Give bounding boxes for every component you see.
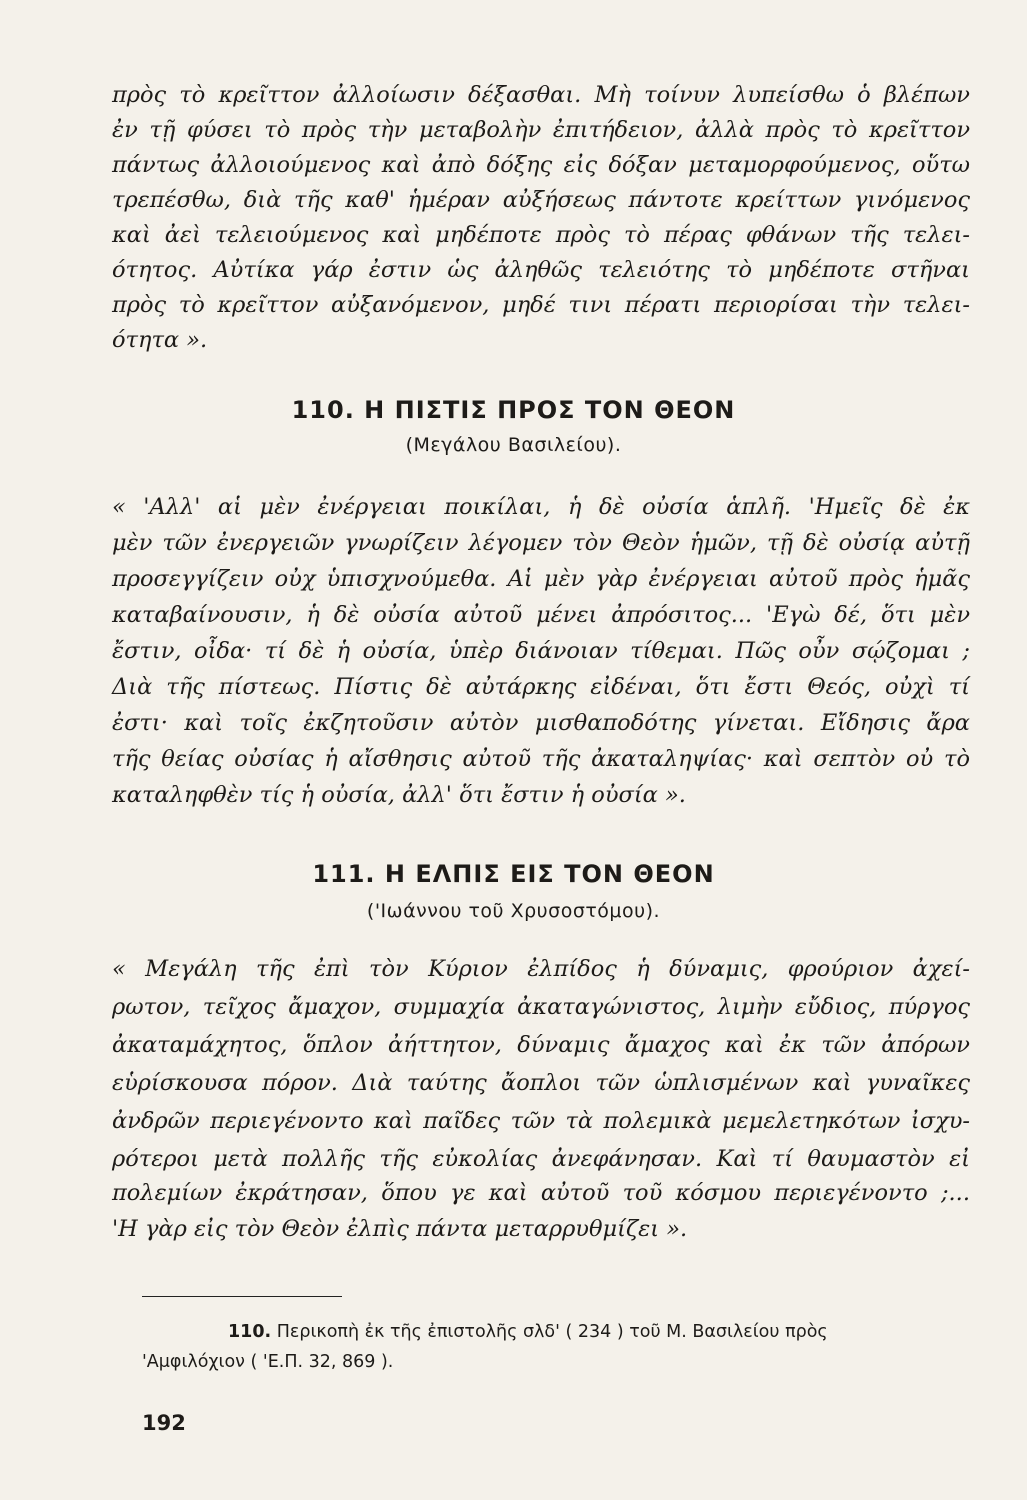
text-line: « Μεγάλη τῆς ἐπὶ τὸν Κύριον ἐλπίδος ἡ δύναμις, φρούριον ἀχεί- [112, 956, 970, 982]
section-111-source: ('Ιωάννου τοῦ Χρυσοστόμου). [366, 900, 661, 922]
footnote-rule [142, 1296, 342, 1297]
footnote-text: Περικοπὴ ἐκ τῆς ἐπιστολῆς σλδ' ( 234 ) τοῦ Μ. Βασιλείου πρὸς [276, 1322, 828, 1342]
footnote-line-1 [228, 1318, 968, 1346]
text-line: καταληφθὲν τίς ἡ οὐσία, ἀλλ' ὅτι ἔστιν ἡ οὐσία ». [112, 782, 686, 808]
footnote-number: 110. [228, 1322, 272, 1342]
text-line: ρότεροι μετὰ πολλῆς τῆς εὐκολίας ἀνεφάνησαν. Καὶ τί θαυμαστὸν εἰ [112, 1146, 970, 1172]
text-line: ότητα ». [112, 327, 208, 353]
text-line: ότητος. Αὐτίκα γάρ ἐστιν ὡς ἀληθῶς τελειότης τὸ μηδέποτε στῆναι [112, 257, 970, 283]
section-110-title: 110. Η ΠΙΣΤΙΣ ΠΡΟΣ ΤΟΝ ΘΕΟΝ [291, 396, 736, 424]
page-number: 192 [142, 1411, 186, 1435]
text-line: μὲν τῶν ἐνεργειῶν γνωρίζειν λέγομεν τὸν Θεὸν ἡμῶν, τῇ δὲ οὐσίᾳ αὐτῇ [112, 530, 970, 556]
text-line: ἀκαταμάχητος, ὅπλον ἀήττητον, δύναμις ἄμαχος καὶ ἐκ τῶν ἀπόρων [112, 1032, 970, 1058]
section-110-source: (Μεγάλου Βασιλείου). [405, 434, 622, 456]
text-line: Διὰ τῆς πίστεως. Πίστις δὲ αὐτάρκης εἰδέναι, ὅτι ἔστι Θεός, οὐχὶ τί [112, 674, 970, 700]
text-line: εὑρίσκουσα πόρον. Διὰ ταύτης ἄοπλοι τῶν ὡπλισμένων καὶ γυναῖκες [112, 1070, 970, 1096]
text-line: ἐστι· καὶ τοῖς ἐκζητοῦσιν αὐτὸν μισθαποδότης γίνεται. Εἴδησις ἄρα [112, 710, 970, 736]
text-line: καταβαίνουσιν, ἡ δὲ οὐσία αὐτοῦ μένει ἀπρόσιτος... 'Εγὼ δέ, ὅτι μὲν [112, 602, 970, 628]
text-line: καὶ ἀεὶ τελειούμενος καὶ μηδέποτε πρὸς τὸ πέρας φθάνων τῆς τελει- [112, 222, 970, 248]
text-line: ἐν τῇ φύσει τὸ πρὸς τὴν μεταβολὴν ἐπιτήδειον, ἀλλὰ πρὸς τὸ κρεῖττον [112, 117, 970, 143]
text-line: τρεπέσθω, διὰ τῆς καθ' ἡμέραν αὐξήσεως πάντοτε κρείττων γινόμενος [112, 187, 970, 213]
text-line: πρὸς τὸ κρεῖττον ἀλλοίωσιν δέξασθαι. Μὴ τοίνυν λυπείσθω ὁ βλέπων [112, 82, 970, 108]
text-line: ἔστιν, οἶδα· τί δὲ ἡ οὐσία, ὑπὲρ διάνοιαν τίθεμαι. Πῶς οὖν σῴζομαι ; [112, 638, 970, 664]
text-line: 'Η γὰρ εἰς τὸν Θεὸν ἐλπὶς πάντα μεταρρυθμίζει ». [112, 1216, 688, 1242]
section-111-title: 111. Η ΕΛΠΙΣ ΕΙΣ ΤΟΝ ΘΕΟΝ [312, 860, 715, 888]
footnote-line-2: 'Αμφιλόχιον ( 'Ε.Π. 32, 869 ). [142, 1352, 394, 1372]
text-line: ἀνδρῶν περιεγένοντο καὶ παῖδες τῶν τὰ πολεμικὰ μεμελετηκότων ἰσχυ- [112, 1108, 970, 1134]
text-line: πρὸς τὸ κρεῖττον αὐξανόμενον, μηδέ τινι πέρατι περιορίσαι τὴν τελει- [112, 292, 970, 318]
text-line: πολεμίων ἐκράτησαν, ὅπου γε καὶ αὐτοῦ τοῦ κόσμου περιεγένοντο ;... [112, 1180, 970, 1206]
text-line: τῆς θείας οὐσίας ἡ αἴσθησις αὐτοῦ τῆς ἀκαταληψίας· καὶ σεπτὸν οὐ τὸ [112, 746, 970, 772]
text-line: ρωτον, τεῖχος ἄμαχον, συμμαχία ἀκαταγώνιστος, λιμὴν εὔδιος, πύργος [112, 994, 970, 1020]
text-line: πάντως ἀλλοιούμενος καὶ ἀπὸ δόξης εἰς δόξαν μεταμορφούμενος, οὕτω [112, 152, 970, 178]
text-line: προσεγγίζειν οὐχ ὑπισχνούμεθα. Αἱ μὲν γὰρ ἐνέργειαι αὐτοῦ πρὸς ἡμᾶς [112, 566, 970, 592]
text-line: « 'Αλλ' αἱ μὲν ἐνέργειαι ποικίλαι, ἡ δὲ οὐσία ἁπλῆ. 'Ημεῖς δὲ ἐκ [112, 494, 970, 520]
